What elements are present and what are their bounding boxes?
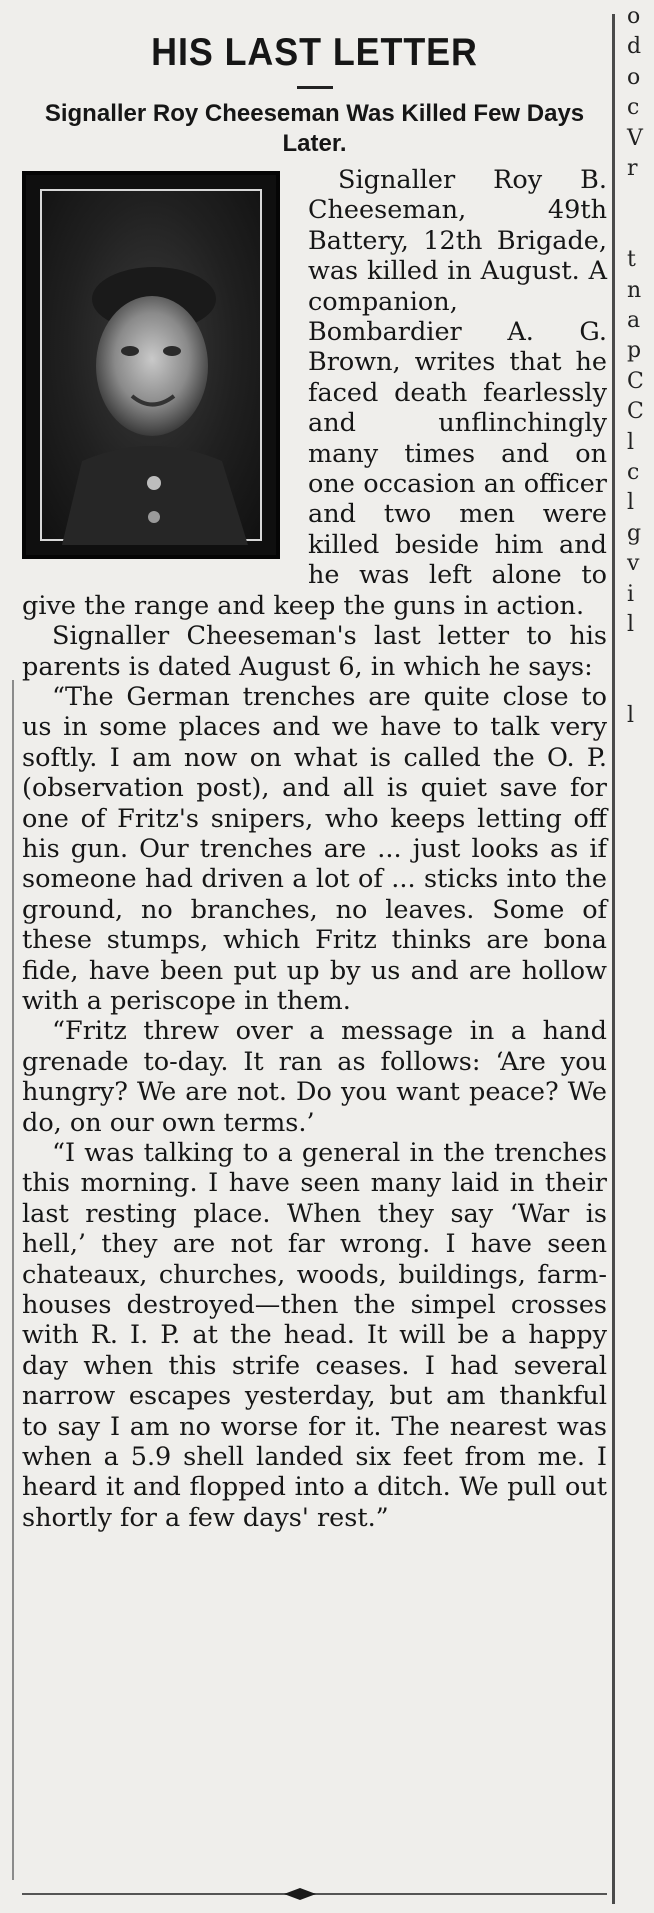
adjacent-column-letter: C bbox=[627, 368, 644, 394]
adjacent-column-letter: o bbox=[627, 64, 641, 90]
adjacent-column-letter: d bbox=[627, 34, 642, 60]
adjacent-column-letter: l bbox=[627, 429, 635, 455]
adjacent-column-letter: a bbox=[627, 308, 641, 333]
paragraph: “Fritz threw over a message in a hand grenade to-day. It ran as follows: ‘Are you hungry? We are not. Do you want peace? We do, on our own terms.’ bbox=[22, 1016, 607, 1138]
adjacent-column-letter: l bbox=[627, 490, 635, 516]
article bbox=[22, 28, 607, 1533]
adjacent-column-letter: t bbox=[627, 247, 636, 273]
article-body bbox=[22, 165, 607, 1533]
lead-paragraph: Signaller Roy B. Cheeseman, 49th Battery, 12th Brigade, was killed in August. A companion, Bombardier A. G. Brown, writes that he faced death fearlessly and unflinchingly many times and on one occasion an officer and two men were killed beside him and he was left alone to give the range and keep the guns in action. bbox=[22, 165, 607, 621]
portrait-photo bbox=[22, 171, 290, 567]
portrait-frame bbox=[22, 171, 280, 559]
headline: HIS LAST LETTER bbox=[151, 31, 478, 74]
adjacent-column-letter: l bbox=[627, 703, 635, 729]
paragraph: “I was talking to a general in the trenches this morning. I have seen many laid in their last resting place. When they say ‘War is hell,’ they are not far wrong. I have seen chateaux, churches, woods, buildings, farm-houses destroyed—then the simpel crosses with R. I. P. at the head. It will be a happy day when this strife ceases. I had several narrow escapes yesterday, but am thankful to say I am no worse for it. The nearest was when a 5.9 shell landed six feet from me. I heard it and flopped into a ditch. We pull out shortly for a few days' rest.” bbox=[22, 1138, 607, 1533]
adjacent-column-letter: l bbox=[627, 612, 635, 637]
adjacent-column-letter: p bbox=[627, 338, 642, 364]
adjacent-column-letter: i bbox=[627, 581, 635, 607]
column-rule-left bbox=[12, 680, 14, 1880]
ornament-icon bbox=[240, 1888, 360, 1900]
adjacent-column-letter: g bbox=[627, 520, 642, 546]
adjacent-column-letter: n bbox=[627, 277, 642, 303]
adjacent-column-letter: c bbox=[627, 95, 640, 121]
adjacent-column-letter: V bbox=[627, 125, 643, 151]
column-rule bbox=[612, 14, 615, 1904]
headline-rule bbox=[297, 86, 333, 89]
paragraph: Signaller Cheeseman's last letter to his parents is dated August 6, in which he says: bbox=[22, 621, 607, 682]
subheadline: Signaller Roy Cheeseman Was Killed Few Days Later. bbox=[44, 100, 585, 157]
adjacent-column-letter: c bbox=[627, 460, 640, 485]
adjacent-column-letter: r bbox=[627, 156, 638, 181]
adjacent-column-letter: o bbox=[627, 4, 641, 29]
adjacent-column-letter: C bbox=[627, 399, 644, 425]
paragraph: “The German trenches are quite close to us in some places and we have to talk very softly. I am now on what is called the O. P. (observation post), and all is quiet save for one of Fritz's snipers, who keeps letting off his gun. Our trenches are ... just looks as if someone had driven a lot of ... sticks into the ground, no branches, no leaves. Some of these stumps, which Fritz thinks are bona fide, have been put up by us and are hollow with a periscope in them. bbox=[22, 681, 607, 1016]
adjacent-column-letter: v bbox=[627, 551, 640, 577]
soldier-portrait-icon bbox=[42, 191, 268, 545]
portrait-image bbox=[40, 189, 262, 541]
adjacent-column-fragment bbox=[621, 0, 654, 1913]
